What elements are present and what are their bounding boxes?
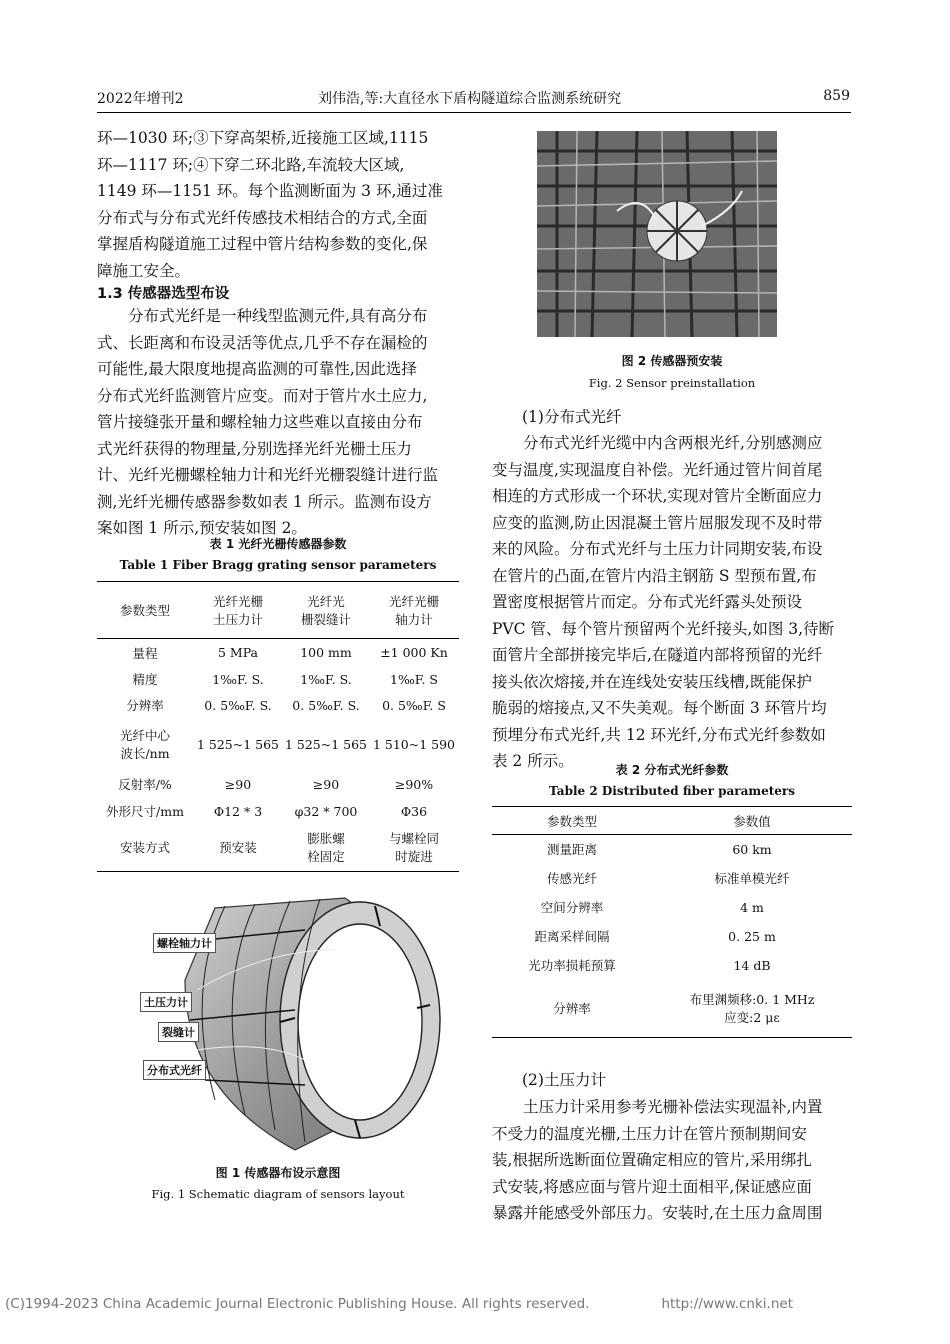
figure2-caption-cn: 图 2 传感器预安装 (621, 354, 723, 368)
table-row: 精度 1‰F. S. 1‰F. S. 1‰F. S (132, 671, 438, 687)
header-cell: 参数类型 (546, 813, 597, 829)
section-title-1-3: 1.3 传感器选型布设 (97, 286, 230, 302)
text-line: 来的风险。分布式光纤与土压力计同期安装,布设 (492, 540, 823, 558)
table-row: 测量距离 60 km (546, 841, 772, 858)
label-bolt-force-meter: 螺栓轴力计 (153, 933, 216, 953)
label-distributed-fiber: 分布式光纤 (143, 1060, 206, 1080)
text-line: 面管片全部拼接完毕后,在隧道内部将预留的光纤 (492, 646, 823, 664)
header-cell: 参数类型 (119, 603, 170, 618)
figure1-tunnel-ring (145, 890, 445, 1152)
header-cell: 光纤光 栅裂缝计 (300, 594, 351, 627)
table-row: 反射率/% ≥90 ≥90 ≥90% (118, 776, 434, 792)
text-line: 装,根据所选断面位置确定相应的管片,采用绑扎 (492, 1151, 812, 1169)
text-line: 相连的方式形成一个环状,实现对管片全断面应力 (492, 487, 823, 505)
text-line: 分布式与分布式光纤传感技术相结合的方式,全面 (97, 208, 428, 227)
table1 (97, 581, 459, 872)
figure1-caption-en: Fig. 1 Schematic diagram of sensors layout (151, 1187, 405, 1201)
table2 (492, 806, 852, 1038)
text-line: 不受力的温度光栅,土压力计在管片预制期间安 (492, 1124, 807, 1143)
figure1-caption-cn: 图 1 传感器布设示意图 (215, 1166, 341, 1180)
subsection-pressure-title: (2)土压力计 (522, 1071, 606, 1089)
table-row: 光纤中心 波长/nm 1 525~1 565 1 525~1 565 1 510~1 590 (119, 728, 456, 761)
table-header-row (97, 582, 459, 639)
text-line: 土压力计采用参考光栅补偿法实现温补,内置 (523, 1098, 823, 1116)
text-line: 变与温度,实现温度自补偿。光纤通过管片间首尾 (492, 460, 823, 479)
text-line: 暴露并能感受外部压力。安装时,在土压力盒周围 (492, 1204, 823, 1222)
table-header-row (492, 807, 852, 835)
text-line: 分布式光纤光缆中内含两根光纤,分别感测应 (523, 434, 823, 452)
table-row: 量程 5 MPa 100 mm ±1 000 Kn (132, 645, 448, 661)
text-line: 置密度根据管片而定。分布式光纤露头处预设 (492, 593, 803, 611)
text-line: 环—1030 环;③下穿高架桥,近接施工区域,1115 (97, 129, 429, 147)
table1-title-cn: 表 1 光纤光栅传感器参数 (209, 537, 347, 551)
text-line: 1149 环—1151 环。每个监测断面为 3 环,通过准 (97, 182, 443, 200)
table-row: 空间分辨率 4 m (540, 899, 764, 915)
text-line: 分布式光纤是一种线型监测元件,具有高分布 (128, 307, 428, 325)
text-line: 测,光纤光栅传感器参数如表 1 所示。监测布设方 (97, 492, 432, 511)
table-row: 距离采样间隔 0. 25 m (534, 928, 776, 944)
text-line: 应变的监测,防止因混凝土管片屈服发现不及时带 (492, 513, 823, 532)
running-header-title: 刘伟浩,等:大直径水下盾构隧道综合监测系统研究 (318, 91, 622, 107)
table1-title-en: Table 1 Fiber Bragg grating sensor parameters (119, 558, 437, 572)
left-paragraph (97, 303, 457, 542)
header-cell: 光纤光栅 轴力计 (388, 594, 439, 627)
header-cell: 参数值 (733, 813, 771, 829)
right-paragraph-2 (492, 1094, 852, 1227)
table2-title-cn: 表 2 分布式光纤参数 (615, 763, 729, 777)
table-row: 外形尺寸/mm Φ12 * 3 φ32 * 700 Φ36 (106, 803, 428, 819)
subsection-fiber-title: (1)分布式光纤 (522, 408, 622, 426)
copyright-footer: (C)1994-2023 China Academic Journal Electronic Publishing House. All rights reserved. (5, 1296, 590, 1312)
header-cell: 光纤光栅 土压力计 (212, 594, 263, 627)
text-line: 环—1117 环;④下穿二环北路,车流较大区域, (97, 155, 405, 174)
text-line: 表 2 所示。 (492, 752, 574, 770)
right-paragraph-1 (492, 430, 852, 775)
text-line: 式、长距离和布设灵活等优点,几乎不存在漏检的 (97, 333, 428, 352)
figure2-photo (537, 131, 777, 337)
text-line: 障施工安全。 (97, 261, 191, 280)
text-line: 案如图 1 所示,预安装如图 2。 (97, 519, 307, 537)
text-line: 式安装,将感应面与管片迎土面相平,保证感应面 (492, 1177, 812, 1196)
table-row: 安装方式 预安装 膨胀螺 栓固定 与螺栓同 时旋进 (97, 824, 459, 872)
table2-title-en: Table 2 Distributed fiber parameters (549, 784, 795, 798)
label-crack-meter: 裂缝计 (158, 1022, 199, 1042)
text-line: 式光纤获得的物理量,分别选择光纤光栅土压力 (97, 439, 412, 458)
cnki-link[interactable]: http://www.cnki.net (661, 1296, 793, 1312)
text-line: PVC 管、每个管片预留两个光纤接头,如图 3,待断 (492, 619, 835, 638)
text-line: 掌握盾构隧道施工过程中管片结构参数的变化,保 (97, 235, 428, 253)
text-line: 管片接缝张开量和螺栓轴力这些难以直接由分布 (97, 413, 423, 431)
text-line: 计、光纤光栅螺栓轴力计和光纤光栅裂缝计进行监 (97, 466, 439, 484)
left-intro (97, 125, 457, 284)
label-earth-pressure-meter: 土压力计 (140, 992, 192, 1012)
text-line: 可能性,最大限度地提高监测的可靠性,因此选择 (97, 360, 417, 378)
running-header-left: 2022年增刊2 (97, 91, 184, 107)
table-row: 分辨率 布里渊频移:0. 1 MHz 应变:2 με (492, 980, 852, 1038)
text-line: 在管片的凸面,在管片内沿主钢筋 S 型预布置,布 (492, 566, 817, 585)
text-line: 分布式光纤监测管片应变。而对于管片水土应力, (97, 386, 428, 405)
table-row: 传感光纤 标准单模光纤 (546, 871, 790, 886)
figure2-caption-en: Fig. 2 Sensor preinstallation (588, 376, 756, 390)
text-line: 接头依次熔接,并在连线处安装压线槽,既能保护 (492, 672, 812, 691)
text-line: 预埋分布式光纤,共 12 环光纤,分布式光纤参数如 (492, 725, 826, 744)
table-row: 分辨率 0. 5‰F. S. 0. 5‰F. S. 0. 5‰F. S (126, 697, 446, 713)
header-rule (97, 112, 851, 113)
page-number: 859 (823, 88, 850, 104)
table-row: 光功率损耗预算 14 dB (528, 957, 771, 973)
text-line: 脆弱的熔接点,又不失美观。每个断面 3 环管片均 (492, 699, 827, 717)
